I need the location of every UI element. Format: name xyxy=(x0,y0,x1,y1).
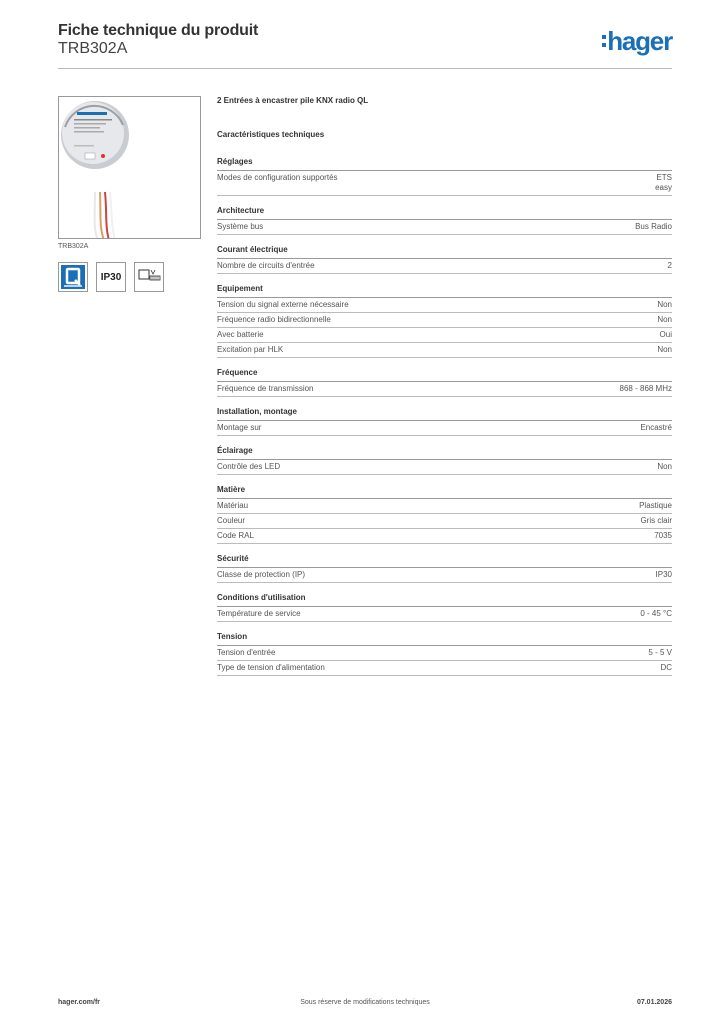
spec-value: Non xyxy=(657,300,672,309)
spec-groups xyxy=(217,157,672,676)
spec-group xyxy=(217,554,672,583)
spec-row xyxy=(217,568,672,583)
spec-row xyxy=(217,313,672,328)
spec-label: Avec batterie xyxy=(217,330,264,339)
product-photo-icon xyxy=(59,97,201,239)
product-image-caption: TRB302A xyxy=(58,243,89,250)
spec-group-title: Equipement xyxy=(217,284,672,298)
spec-value: 868 - 868 MHz xyxy=(619,384,672,393)
spec-label: Contrôle des LED xyxy=(217,462,281,471)
page-title: Fiche technique du produit xyxy=(58,22,259,39)
spec-group xyxy=(217,485,672,544)
spec-group xyxy=(217,632,672,676)
logo-dots-icon xyxy=(602,35,606,47)
logo-text: hager xyxy=(607,26,672,56)
spec-value: 7035 xyxy=(654,531,672,540)
spec-label: Code RAL xyxy=(217,531,254,540)
spec-label: Système bus xyxy=(217,222,264,231)
spec-value: 5 - 5 V xyxy=(648,648,672,657)
spec-row xyxy=(217,328,672,343)
spec-label: Matériau xyxy=(217,501,249,510)
spec-label: Montage sur xyxy=(217,423,262,432)
spec-group-title: Sécurité xyxy=(217,554,672,568)
spec-row xyxy=(217,529,672,544)
spec-label: Modes de configuration supportés xyxy=(217,173,338,182)
spec-value: 2 xyxy=(667,261,672,270)
spec-group xyxy=(217,593,672,622)
spec-group-title: Fréquence xyxy=(217,368,672,382)
disclaimer: Sous réserve de modifications techniques xyxy=(300,999,430,1006)
spec-group xyxy=(217,245,672,274)
technical-specifications xyxy=(217,96,672,686)
spec-value: Non xyxy=(657,462,672,471)
website-link[interactable]: hager.com/fr xyxy=(58,999,101,1006)
spec-group xyxy=(217,157,672,196)
spec-label: Fréquence de transmission xyxy=(217,384,314,393)
spec-value: Encastré xyxy=(640,423,672,432)
ip30-label: IP30 xyxy=(100,271,122,283)
page-footer xyxy=(58,999,672,1011)
spec-group xyxy=(217,206,672,235)
page-header xyxy=(58,20,672,70)
spec-group xyxy=(217,368,672,397)
spec-row xyxy=(217,460,672,475)
spec-group-title: Architecture xyxy=(217,206,672,220)
product-name: 2 Entrées à encastrer pile KNX radio QL xyxy=(217,96,369,105)
spec-row xyxy=(217,343,672,358)
spec-value: Oui xyxy=(659,330,672,339)
installation-icon xyxy=(136,264,162,290)
spec-label: Couleur xyxy=(217,516,246,525)
spec-row xyxy=(217,382,672,397)
spec-label: Fréquence radio bidirectionnelle xyxy=(217,315,331,324)
spec-label: Excitation par HLK xyxy=(217,345,284,354)
spec-group xyxy=(217,446,672,475)
quality-q-icon xyxy=(60,264,86,290)
ip30-badge xyxy=(96,262,126,292)
spec-value: Plastique xyxy=(639,501,672,510)
spec-row xyxy=(217,646,672,661)
spec-group xyxy=(217,284,672,358)
quality-badge xyxy=(58,262,88,292)
spec-value: Bus Radio xyxy=(635,222,672,231)
spec-label: Nombre de circuits d'entrée xyxy=(217,261,315,270)
spec-value: Non xyxy=(657,345,672,354)
certification-badges xyxy=(58,262,164,292)
spec-row xyxy=(217,171,672,196)
spec-row xyxy=(217,499,672,514)
document-date: 07.01.2026 xyxy=(636,999,672,1006)
spec-row xyxy=(217,259,672,274)
spec-group-title: Éclairage xyxy=(217,446,672,460)
spec-group-title: Courant électrique xyxy=(217,245,672,259)
spec-row xyxy=(217,661,672,676)
spec-label: Classe de protection (IP) xyxy=(217,570,306,579)
hager-logo[interactable] xyxy=(602,26,672,56)
spec-group-title: Matière xyxy=(217,485,672,499)
spec-group-title: Installation, montage xyxy=(217,407,672,421)
spec-value: Gris clair xyxy=(640,516,672,525)
spec-group-title: Réglages xyxy=(217,157,672,171)
installation-badge xyxy=(134,262,164,292)
spec-value: Non xyxy=(657,315,672,324)
spec-group xyxy=(217,407,672,436)
spec-row xyxy=(217,514,672,529)
header-divider xyxy=(58,68,672,69)
spec-label: Température de service xyxy=(217,609,301,618)
spec-label: Type de tension d'alimentation xyxy=(217,663,325,672)
spec-value: 0 - 45 °C xyxy=(640,609,672,618)
specs-section-title: Caractéristiques techniques xyxy=(217,130,325,139)
spec-value: ETS easy xyxy=(655,173,672,192)
spec-group-title: Conditions d'utilisation xyxy=(217,593,672,607)
spec-row xyxy=(217,607,672,622)
spec-value: IP30 xyxy=(655,570,672,579)
spec-label: Tension du signal externe nécessaire xyxy=(217,300,349,309)
spec-row xyxy=(217,220,672,235)
spec-value: DC xyxy=(660,663,672,672)
product-reference: TRB302A xyxy=(58,40,128,57)
product-image xyxy=(58,96,201,239)
spec-row xyxy=(217,298,672,313)
spec-group-title: Tension xyxy=(217,632,672,646)
spec-label: Tension d'entrée xyxy=(217,648,276,657)
spec-row xyxy=(217,421,672,436)
